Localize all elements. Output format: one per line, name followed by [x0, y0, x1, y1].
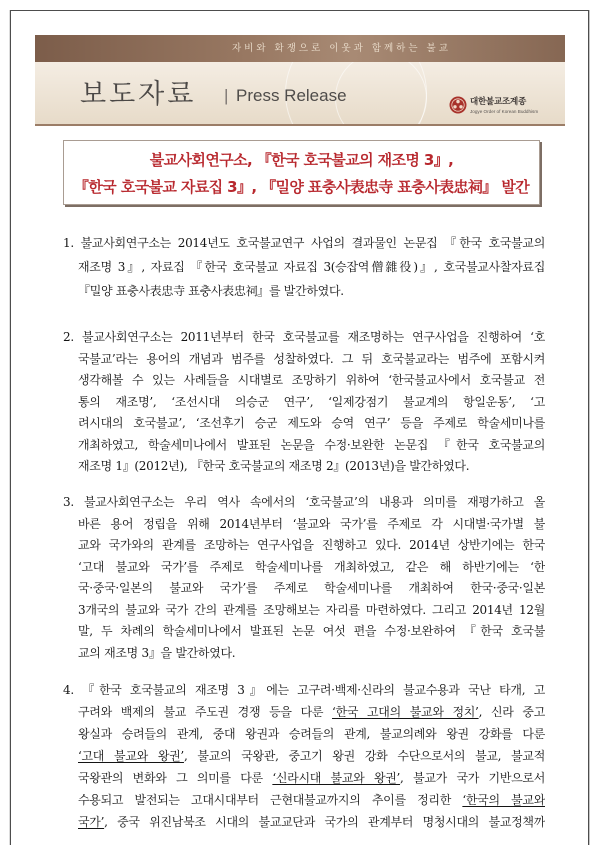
text-run: , 신라 중고 [478, 705, 545, 719]
press-release-title-en: Press Release [236, 86, 347, 105]
org-name-ko: 대한불교조계종 [470, 97, 527, 107]
paragraph-line: 재조명 1』(2012년), 『한국 호국불교의 재조명 2』(2013년)을 발간하였다. [78, 459, 470, 473]
paragraph-line: 말, 두 차례의 학술세미나에서 발표된 논문 여섯 편을 수정·보완하여 『한국 호국불 [78, 624, 545, 638]
paragraph-line: 재조명 3』, 자료집 『한국 호국불교 자료집 3(승잡역僧雜役)』, 호국불교사찰자료집 [78, 260, 545, 274]
paragraph-line: 3개국의 불교와 국가 간의 관계를 조망해보는 자리를 마련하였다. 그리고 2014년 12월 [78, 602, 545, 617]
paragraph-line: ‘고대 불교와 국가’를 주제로 학술세미나를 개최하였고, 같은 해 하반기에는 ‘한 [78, 559, 545, 574]
paragraph-line: 국·중국·일본의 불교와 국가’를 주제로 학술세미나를 개최하여 한국·중국·일본 [78, 581, 545, 595]
paragraph-1 [63, 231, 545, 303]
org-name-en: Jogye Order of Korean Buddhism [470, 109, 539, 114]
banner-title-area [35, 62, 565, 126]
headline-line-1: 불교사회연구소, 『한국 호국불교의 재조명 3』, [149, 151, 454, 169]
press-release-title-ko: 보도자료 [80, 79, 197, 110]
underlined-title: ‘신라시대 불교와 왕권’ [272, 771, 401, 785]
underlined-title: 국가’ [78, 815, 105, 829]
paragraph-line: 2. 불교사회연구소는 2011년부터 한국 호국불교를 재조명하는 연구사업을 진행하여 ‘호 [63, 330, 545, 344]
text-run: 국왕관의 변화와 그 의미를 다룬 [78, 771, 273, 785]
paragraph-line: 3. 불교사회연구소는 우리 역사 속에서의 ‘호국불교’의 내용과 의미를 재평가하고 올 [63, 495, 545, 509]
paragraph-line: 1. 불교사회연구소는 2014년도 호국불교연구 사업의 결과물인 논문집 『한국 호국불교의 [63, 236, 545, 250]
jogye-order-logo-icon [449, 96, 467, 114]
paragraph-line: 교와 국가와의 관계를 조망하는 연구사업을 진행하고 있다. 2014년 상반기에는 한국 [78, 538, 545, 552]
paragraph-line [78, 701, 545, 723]
banner-slogan-strip [35, 35, 565, 62]
paragraph-3 [63, 492, 545, 664]
paragraph-line [78, 745, 545, 767]
paragraph-line: 려시대의 호국불교’, ‘조선후기 승군 제도와 승역 연구’ 등을 주제로 학술세미나를 [78, 416, 545, 430]
underlined-title: ‘한국의 불교와 [462, 793, 545, 807]
paragraph-line: 통의 재조명’, ‘조선시대 의승군 연구’, ‘일제강점기 불교계의 항일운동’, ‘고 [78, 394, 545, 409]
banner-slogan: 자비와 화쟁으로 이웃과 함께하는 불교 [232, 43, 451, 54]
paragraph-line: 개최하였고, 학술세미나에서 발표된 논문을 수정·보완한 논문집 『한국 호국불교의 [78, 437, 545, 452]
paragraph-4 [63, 679, 545, 833]
paragraph-line: 국불교’라는 용어의 개념과 범주를 성찰하였다. 그 뒤 호국불교라는 범주에 포함시켜 [78, 351, 545, 366]
paragraph-line: 생각해볼 수 있는 사례들을 시대별로 조망하기 위하여 ‘한국불교사에서 호국불교 전 [78, 373, 545, 387]
paragraph-line [78, 789, 545, 811]
text-run: 구려와 백제의 불교 주도권 경쟁 등을 다룬 [78, 705, 333, 719]
paragraph-line: 『밀양 표충사表忠寺 표충사表忠祠』를 발간하였다. [78, 284, 344, 298]
paragraph-line: 바른 용어 정립을 위해 2014년부터 ‘불교와 국가’를 주제로 각 시대별·국가별 불 [78, 516, 545, 531]
headline-line-2: 『한국 호국불교 자료집 3』, 『밀양 표충사表忠寺 표충사表忠祠』 발간 [73, 178, 530, 196]
text-run: , 중국 위진남북조 시대의 불교교단과 국가의 관계부터 명청시대의 불교정책까 [104, 815, 545, 829]
text-run: 수용되고 발전되는 고대시대부터 근현대불교까지의 추이를 정리한 [78, 793, 463, 807]
paragraph-2 [63, 327, 545, 478]
text-run: , 불교가 국가 기반으로서 [400, 771, 545, 785]
paragraph-line [78, 767, 545, 789]
paragraph-line [78, 811, 545, 833]
underlined-title: ‘한국 고대의 불교와 정치’ [332, 705, 479, 719]
paragraph-line: 4. 『한국 호국불교의 재조명 3』에는 고구려·백제·신라의 불교수용과 국난 타개, 고 [63, 683, 545, 697]
text-run: , 불교의 국왕관, 중고기 왕권 강화 수단으로서의 불교, 불교적 [183, 749, 545, 763]
title-separator: | [224, 86, 229, 105]
banner-decoration [335, 62, 427, 126]
paragraph-line: 교의 재조명 3』을 발간하였다. [78, 645, 236, 660]
press-release-banner [35, 35, 565, 126]
headline-box [63, 140, 540, 205]
paragraph-line: 왕실과 승려들의 관계, 중대 왕권과 승려들의 관계, 불교의례와 왕권 강화를 다룬 [78, 727, 545, 741]
underlined-title: ‘고대 불교와 왕권’ [78, 749, 184, 763]
